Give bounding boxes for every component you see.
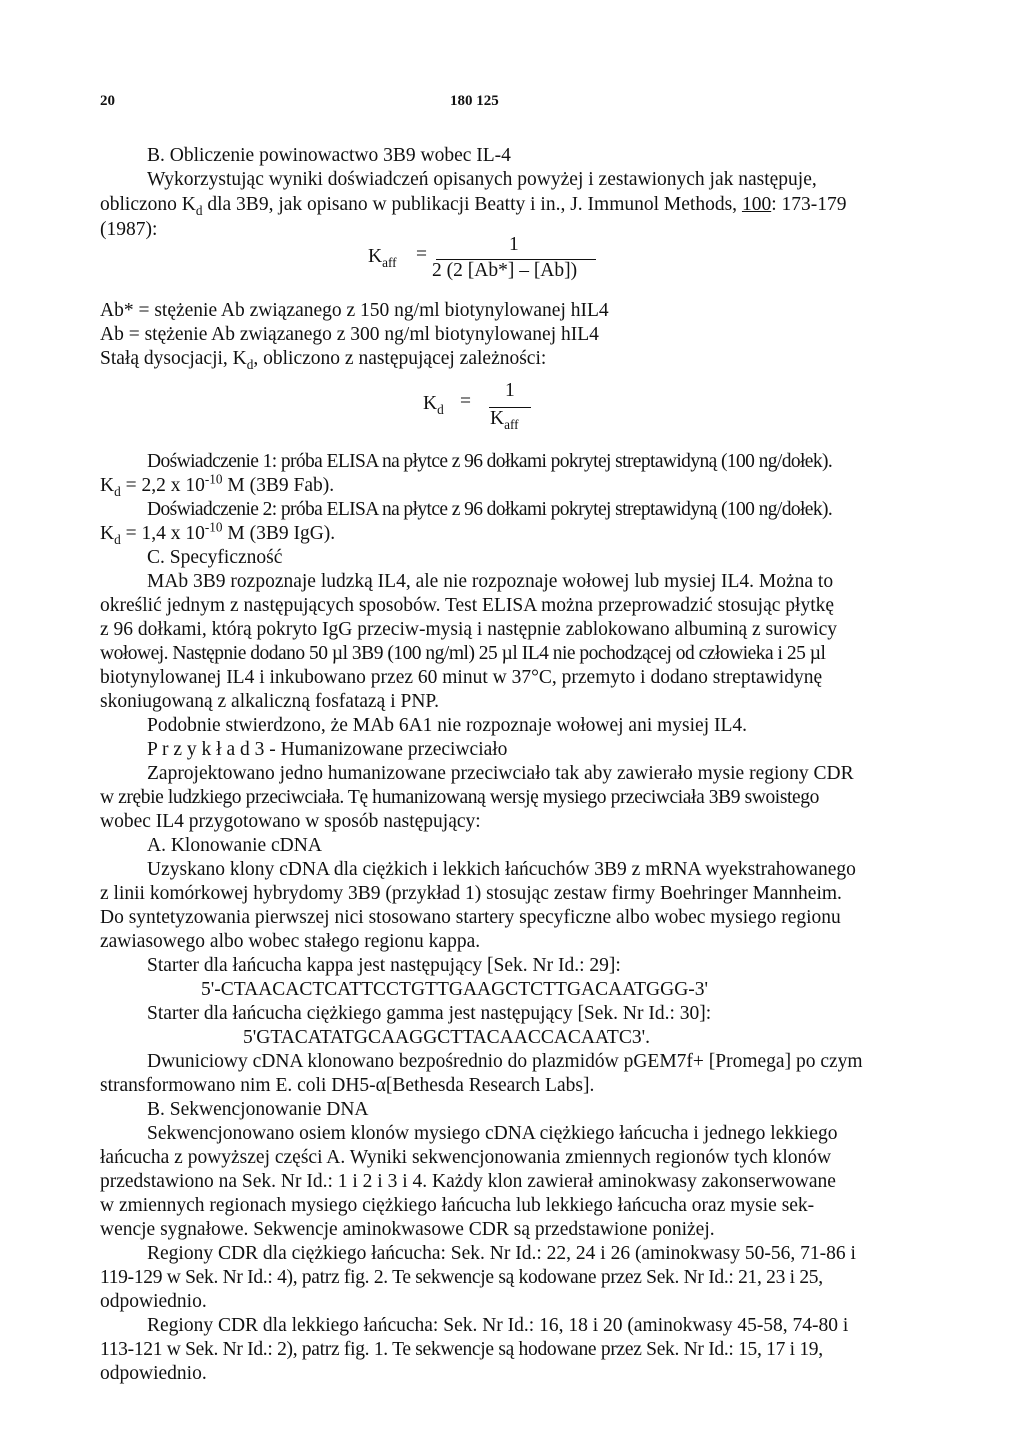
experiment-2: Doświadczenie 2: próba ELISA na płytce z 96 dołkami pokrytej streptawidyną (100 ng/dołek).	[147, 499, 833, 520]
gamma-primer-label: Starter dla łańcucha ciężkiego gamma jest następujący [Sek. Nr Id.: 30]:	[147, 1003, 712, 1024]
kaff-formula: $K_{aff}$ = 1 2 (2 [Ab*] – [Ab])	[368, 236, 608, 296]
formula-numerator: 1	[505, 380, 515, 401]
light-chain-cdr-line: Regiony CDR dla lekkiego łańcucha: Sek. Nr Id.: 16, 18 i 20 (aminokwasy 45-58, 74-80 i	[147, 1315, 849, 1336]
definition-ab: Ab = stężenie Ab związanego z 300 ng/ml biotynylowanej hIL4	[100, 324, 599, 345]
section-b-title: B. Obliczenie powinowactwo 3B9 wobec IL-4	[147, 145, 511, 166]
paragraph-line: określić jednym z następujących sposobów. Test ELISA można przeprowadzić stosując płytkę	[100, 595, 835, 616]
kd-formula: $K_d$ = 1 $K_{aff}$	[423, 376, 543, 432]
intro-line: obliczono $K_d$ dla 3B9, jak opisano w publikacji Beatty i in., J. Immunol Methods, 100: 173-179	[100, 194, 847, 218]
paragraph-line: Do syntetyzowania pierwszej nici stosowano startery specyficzne albo wobec mysiego regionu	[100, 907, 841, 928]
gamma-primer-sequence: 5'GTACATATGCAAGGCTTACAACCACAATC3'.	[243, 1027, 650, 1048]
paragraph-line: skoniugowaną z alkaliczną fosfatazą i PNP.	[100, 691, 439, 712]
paragraph-line: z 96 dołkami, którą pokryto IgG przeciw-mysią i następnie zablokowano albuminą z surowicy	[100, 619, 838, 640]
formula-lhs: K	[368, 246, 383, 267]
paragraph-line: z linii komórkowej hybrydomy 3B9 (przykład 1) stosując zestaw firmy Boehringer Mannheim.	[100, 883, 842, 904]
heavy-chain-cdr-line: odpowiednio.	[100, 1291, 207, 1312]
heavy-chain-cdr-line: Regiony CDR dla ciężkiego łańcucha: Sek. Nr Id.: 22, 24 i 26 (aminokwasy 50-56, 71-86 i	[147, 1243, 856, 1264]
kappa-primer-sequence: 5'-CTAACACTCATTCCTGTTGAAGCTCTTGACAATGGG-3'	[201, 979, 709, 1000]
experiment-2-result: $K_d = 1,4$ x $10^{-10}$ M (3B9 IgG).	[100, 519, 336, 547]
document-number: 180 125	[450, 93, 499, 109]
section-c-title: C. Specyficzność	[147, 547, 283, 568]
light-chain-cdr-line: 113-121 w Sek. Nr Id.: 2), patrz fig. 1. Te sekwencje są hodowane przez Sek. Nr Id.: 15, 17 i 19,	[100, 1339, 823, 1360]
paragraph-line: wołowej. Następnie dodano 50 µl 3B9 (100 ng/ml) 25 µl IL4 nie pochodzącej od człowieka i 25 µl	[100, 643, 826, 664]
heavy-chain-cdr-line: 119-129 w Sek. Nr Id.: 4), patrz fig. 2. Te sekwencje są kodowane przez Sek. Nr Id.: 21, 23 i 25,	[100, 1267, 823, 1288]
formula-lhs: K	[423, 393, 438, 414]
experiment-1-result: $K_d = 2,2$ x $10^{-10}$ M (3B9 Fab).	[100, 471, 335, 499]
paragraph-line: w zrębie ludzkiego przeciwciała. Tę humanizowaną wersję mysiego przeciwciała 3B9 swoistego	[100, 787, 819, 808]
paragraph-line: MAb 3B9 rozpoznaje ludzką IL4, ale nie rozpoznaje wołowej lub mysiej IL4. Można to	[147, 571, 834, 592]
paragraph-line: Uzyskano klony cDNA dla ciężkich i lekkich łańcuchów 3B9 z mRNA wyekstrahowanego	[147, 859, 856, 880]
light-chain-cdr-line: odpowiednio.	[100, 1363, 207, 1384]
intro-line: (1987):	[100, 219, 158, 240]
example-3-title: P r z y k ł a d 3 - Humanizowane przeciwciało	[147, 739, 508, 760]
paragraph-line: w zmiennych regionach mysiego ciężkiego łańcucha lub lekkiego łańcucha oraz mysie sek-	[100, 1195, 815, 1216]
paragraph-line: Dwuniciowy cDNA klonowano bezpośrednio do plazmidów pGEM7f+ [Promega] po czym	[147, 1051, 863, 1072]
paragraph-line: stransformowano nim E. coli DH5-α[Bethesda Research Labs].	[100, 1075, 595, 1096]
experiment-1: Doświadczenie 1: próba ELISA na płytce z 96 dołkami pokrytej streptawidyną (100 ng/dołek).	[147, 451, 833, 472]
paragraph-line: Podobnie stwierdzono, że MAb 6A1 nie rozpoznaje wołowej ani mysiej IL4.	[147, 715, 748, 736]
formula-equals: =	[460, 391, 471, 412]
formula-equals: =	[416, 244, 427, 265]
paragraph-line: Sekwencjonowano osiem klonów mysiego cDNA ciężkiego łańcucha i jednego lekkiego	[147, 1123, 838, 1144]
dissociation-constant-line: Stałą dysocjacji, $K_d$, obliczono z następującej zależności:	[100, 348, 547, 372]
paragraph-line: zawiasowego albo wobec stałego regionu kappa.	[100, 931, 481, 952]
formula-denominator: K	[490, 408, 505, 429]
paragraph-line: wobec IL4 przygotowano w sposób następujący:	[100, 811, 481, 832]
kappa-primer-label: Starter dla łańcucha kappa jest następujący [Sek. Nr Id.: 29]:	[147, 955, 621, 976]
page-number: 20	[100, 93, 115, 109]
section-b2-title: B. Sekwencjonowanie DNA	[147, 1099, 369, 1120]
paragraph-line: przedstawiono na Sek. Nr Id.: 1 i 2 i 3 i 4. Każdy klon zawierał aminokwasy zakonserwowane	[100, 1171, 836, 1192]
paragraph-line: łańcucha z powyższej części A. Wyniki sekwencjonowania zmiennych regionów tych klonów	[100, 1147, 832, 1168]
intro-line: Wykorzystując wyniki doświadczeń opisanych powyżej i zestawionych jak następuje,	[147, 169, 817, 190]
paragraph-line: biotynylowanej IL4 i inkubowano przez 60 minut w 37°C, przemyto i dodano streptawidynę	[100, 667, 823, 688]
paragraph-line: Zaprojektowano jedno humanizowane przeciwciało tak aby zawierało mysie regiony CDR	[147, 763, 854, 784]
section-a-title: A. Klonowanie cDNA	[147, 835, 322, 856]
paragraph-line: wencje sygnałowe. Sekwencje aminokwasowe CDR są przedstawione poniżej.	[100, 1219, 715, 1240]
formula-numerator: 1	[509, 234, 519, 255]
formula-denominator: 2 (2 [Ab*] – [Ab])	[432, 260, 578, 281]
definition-ab-star: Ab* = stężenie Ab związanego z 150 ng/ml biotynylowanej hIL4	[100, 300, 609, 321]
